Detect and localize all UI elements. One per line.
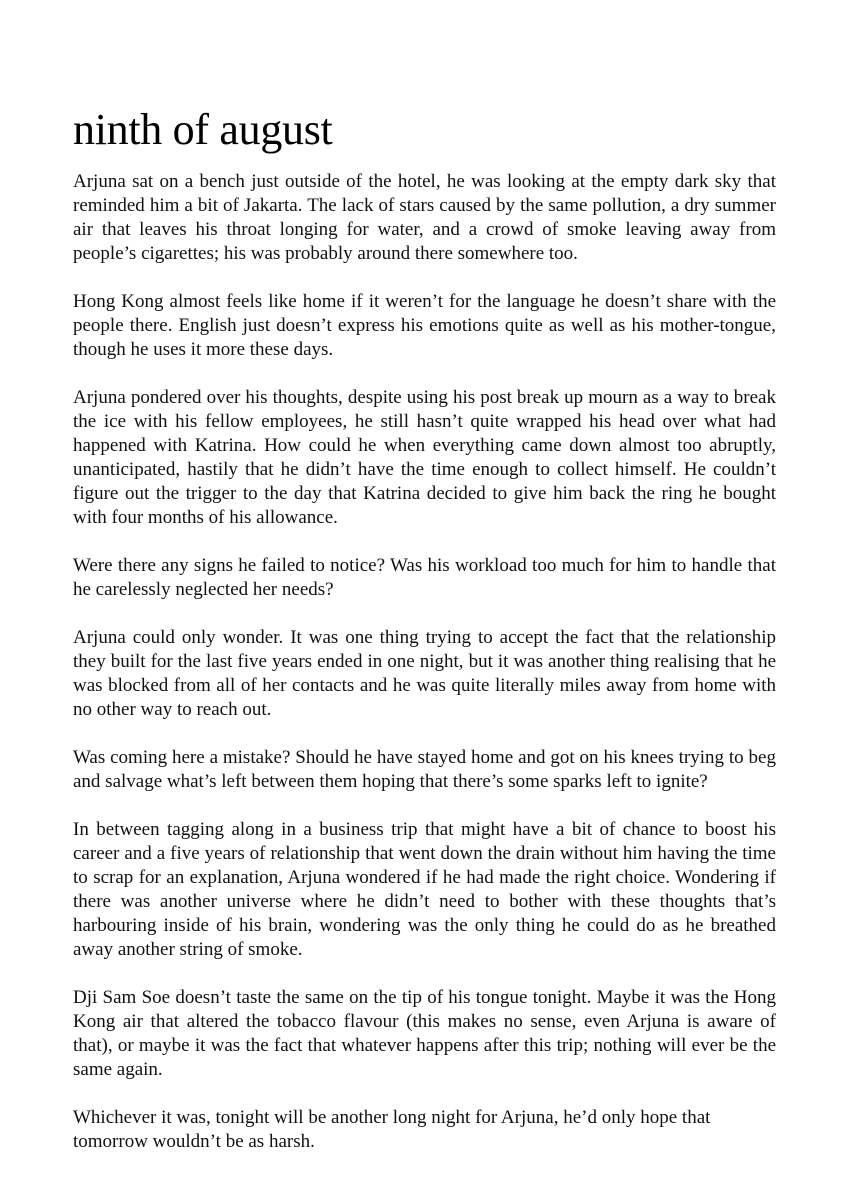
paragraph-8: Dji Sam Soe doesn’t taste the same on the tip of his tongue tonight. Maybe it was the Hong Kong air that altered the tobacco flavour (this makes no sense, even Arjuna is aware of that), or maybe it was the fact that whatever happens after this trip; nothing will ever be the same again.: [73, 987, 776, 1080]
chapter-title: ninth of august: [73, 105, 333, 154]
paragraph-7: In between tagging along in a business trip that might have a bit of chance to boost his career and a five years of relationship that went down the drain without him having the time to scrap for an explanation, Arjuna wondered if he had made the right choice. Wondering if there was another universe where he didn’t need to bother with these thoughts that’s harbouring inside of his brain, wondering was the only thing he could do as he breathed away another string of smoke.: [73, 819, 776, 960]
paragraph-6: Was coming here a mistake? Should he have stayed home and got on his knees trying to beg and salvage what’s left between them hoping that there’s some sparks left to ignite?: [73, 747, 776, 792]
document-page: [73, 104, 776, 1178]
paragraph-4: Were there any signs he failed to notice? Was his workload too much for him to handle that he carelessly neglected her needs?: [73, 555, 776, 600]
paragraph-1: Arjuna sat on a bench just outside of the hotel, he was looking at the empty dark sky that reminded him a bit of Jakarta. The lack of stars caused by the same pollution, a dry summer air that leaves his throat longing for water, and a crowd of smoke leaving away from people’s cigarettes; his was probably around there somewhere too.: [73, 171, 776, 264]
paragraph-2: Hong Kong almost feels like home if it weren’t for the language he doesn’t share with the people there. English just doesn’t express his emotions quite as well as his mother-tongue, though he uses it more these days.: [73, 291, 776, 360]
paragraph-5: Arjuna could only wonder. It was one thing trying to accept the fact that the relationship they built for the last five years ended in one night, but it was another thing realising that he was blocked from all of her contacts and he was quite literally miles away from home with no other way to reach out.: [73, 627, 776, 720]
paragraph-9: Whichever it was, tonight will be another long night for Arjuna, he’d only hope that tomorrow wouldn’t be as harsh.: [73, 1107, 711, 1152]
paragraph-3: Arjuna pondered over his thoughts, despite using his post break up mourn as a way to break the ice with his fellow employees, he still hasn’t quite wrapped his head over what had happened with Katrina. How could he when everything came down almost too abruptly, unanticipated, hastily that he didn’t have the time enough to collect himself. He couldn’t figure out the trigger to the day that Katrina decided to give him back the ring he bought with four months of his allowance.: [73, 387, 776, 528]
